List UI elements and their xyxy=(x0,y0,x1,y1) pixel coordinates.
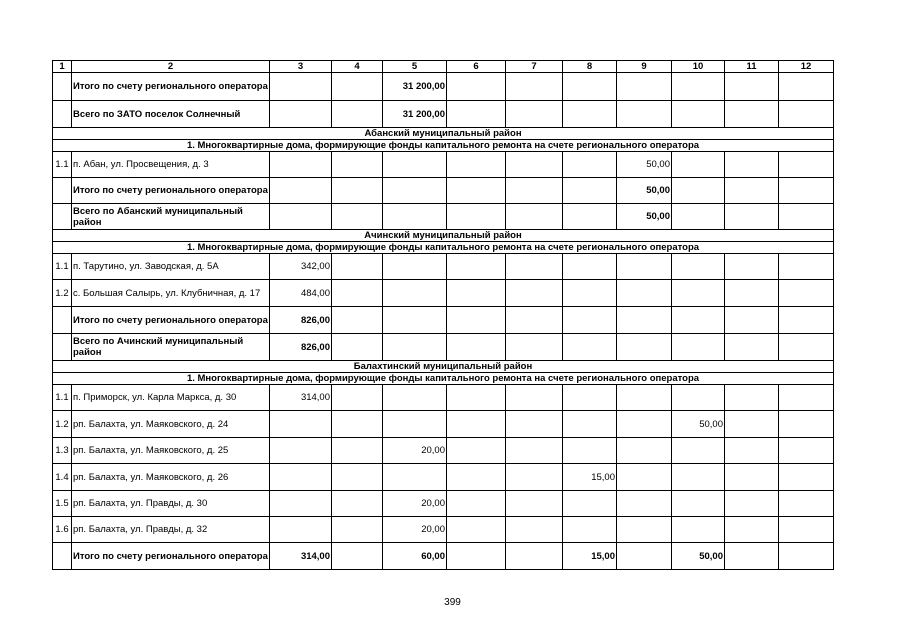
value-cell: 60,00 xyxy=(383,543,447,570)
value-cell xyxy=(332,101,383,128)
value-cell: 826,00 xyxy=(270,334,332,361)
value-cell xyxy=(563,73,617,101)
value-cell xyxy=(617,491,672,517)
value-cell xyxy=(672,438,725,464)
value-cell xyxy=(779,178,834,204)
value-cell xyxy=(447,334,506,361)
value-cell xyxy=(563,178,617,204)
value-cell xyxy=(332,464,383,491)
value-cell xyxy=(506,385,563,411)
table-row xyxy=(53,152,834,178)
column-header: 11 xyxy=(725,61,779,73)
value-cell xyxy=(779,411,834,438)
value-cell xyxy=(779,517,834,543)
value-cell xyxy=(725,73,779,101)
value-cell: 826,00 xyxy=(270,307,332,334)
address-cell: рп. Балахта, ул. Маяковского, д. 24 xyxy=(72,411,270,438)
value-cell xyxy=(617,254,672,280)
value-cell: 314,00 xyxy=(270,543,332,570)
column-number-header-row xyxy=(53,61,834,73)
value-cell xyxy=(563,411,617,438)
row-number: 1.3 xyxy=(53,438,72,464)
value-cell xyxy=(672,254,725,280)
table-row xyxy=(53,464,834,491)
value-cell xyxy=(447,280,506,307)
value-cell xyxy=(617,464,672,491)
value-cell xyxy=(672,101,725,128)
value-cell xyxy=(672,385,725,411)
table-row xyxy=(53,280,834,307)
value-cell xyxy=(506,438,563,464)
value-cell xyxy=(383,411,447,438)
value-cell xyxy=(332,491,383,517)
value-cell xyxy=(779,254,834,280)
total-row xyxy=(53,101,834,128)
value-cell xyxy=(506,464,563,491)
value-cell xyxy=(270,73,332,101)
value-cell xyxy=(332,280,383,307)
value-cell xyxy=(672,517,725,543)
address-cell: п. Тарутино, ул. Заводская, д. 5А xyxy=(72,254,270,280)
value-cell xyxy=(506,73,563,101)
total-row xyxy=(53,307,834,334)
value-cell xyxy=(725,178,779,204)
value-cell xyxy=(563,204,617,230)
column-header: 9 xyxy=(617,61,672,73)
value-cell xyxy=(725,204,779,230)
row-number: 1.2 xyxy=(53,280,72,307)
value-cell: 15,00 xyxy=(563,464,617,491)
value-cell xyxy=(725,438,779,464)
section-title: 1. Многоквартирные дома, формирующие фонды капитального ремонта на счете регионального оператора xyxy=(53,242,834,254)
value-cell xyxy=(270,464,332,491)
value-cell xyxy=(779,491,834,517)
section-title: 1. Многоквартирные дома, формирующие фонды капитального ремонта на счете регионального оператора xyxy=(53,140,834,152)
value-cell xyxy=(779,101,834,128)
value-cell xyxy=(270,517,332,543)
value-cell xyxy=(617,334,672,361)
value-cell xyxy=(270,204,332,230)
value-cell xyxy=(506,204,563,230)
value-cell xyxy=(672,334,725,361)
value-cell xyxy=(779,543,834,570)
value-cell xyxy=(447,438,506,464)
value-cell xyxy=(506,334,563,361)
value-cell xyxy=(617,517,672,543)
value-cell: 20,00 xyxy=(383,438,447,464)
total-label: Всего по Ачинский муниципальный район xyxy=(72,334,270,361)
row-number xyxy=(53,178,72,204)
row-number: 1.1 xyxy=(53,254,72,280)
value-cell xyxy=(725,334,779,361)
value-cell xyxy=(563,152,617,178)
column-header: 2 xyxy=(72,61,270,73)
value-cell xyxy=(725,491,779,517)
value-cell xyxy=(779,280,834,307)
value-cell xyxy=(672,178,725,204)
value-cell xyxy=(672,152,725,178)
value-cell xyxy=(617,101,672,128)
section-title: Ачинский муниципальный район xyxy=(53,230,834,242)
value-cell xyxy=(617,411,672,438)
value-cell xyxy=(383,334,447,361)
value-cell xyxy=(270,101,332,128)
value-cell: 20,00 xyxy=(383,491,447,517)
value-cell xyxy=(447,491,506,517)
value-cell: 314,00 xyxy=(270,385,332,411)
address-cell: рп. Балахта, ул. Маяковского, д. 26 xyxy=(72,464,270,491)
row-number: 1.4 xyxy=(53,464,72,491)
value-cell xyxy=(506,517,563,543)
section-header-row xyxy=(53,140,834,152)
value-cell xyxy=(506,254,563,280)
value-cell xyxy=(563,517,617,543)
value-cell xyxy=(779,204,834,230)
address-cell: рп. Балахта, ул. Правды, д. 30 xyxy=(72,491,270,517)
value-cell xyxy=(779,438,834,464)
value-cell xyxy=(725,411,779,438)
value-cell: 31 200,00 xyxy=(383,101,447,128)
value-cell xyxy=(332,178,383,204)
value-cell xyxy=(270,491,332,517)
value-cell xyxy=(332,517,383,543)
table-row xyxy=(53,254,834,280)
value-cell xyxy=(672,204,725,230)
value-cell xyxy=(332,204,383,230)
value-cell xyxy=(779,334,834,361)
row-number xyxy=(53,101,72,128)
address-cell: рп. Балахта, ул. Правды, д. 32 xyxy=(72,517,270,543)
row-number xyxy=(53,334,72,361)
value-cell xyxy=(447,254,506,280)
value-cell: 50,00 xyxy=(617,178,672,204)
value-cell xyxy=(617,280,672,307)
value-cell xyxy=(617,543,672,570)
value-cell xyxy=(506,491,563,517)
value-cell xyxy=(447,152,506,178)
value-cell xyxy=(270,152,332,178)
value-cell xyxy=(332,543,383,570)
value-cell xyxy=(563,307,617,334)
value-cell xyxy=(506,307,563,334)
value-cell xyxy=(779,464,834,491)
value-cell xyxy=(447,411,506,438)
value-cell: 20,00 xyxy=(383,517,447,543)
address-cell: с. Большая Салырь, ул. Клубничная, д. 17 xyxy=(72,280,270,307)
value-cell xyxy=(447,101,506,128)
row-number xyxy=(53,204,72,230)
value-cell: 50,00 xyxy=(617,204,672,230)
page-number: 399 xyxy=(444,597,461,608)
row-number: 1.2 xyxy=(53,411,72,438)
value-cell: 15,00 xyxy=(563,543,617,570)
value-cell xyxy=(383,152,447,178)
value-cell xyxy=(617,438,672,464)
value-cell xyxy=(332,73,383,101)
value-cell xyxy=(506,152,563,178)
row-number: 1.1 xyxy=(53,385,72,411)
total-label: Всего по Абанский муниципальный район xyxy=(72,204,270,230)
value-cell xyxy=(617,73,672,101)
value-cell xyxy=(383,280,447,307)
value-cell xyxy=(725,280,779,307)
value-cell xyxy=(270,411,332,438)
value-cell: 50,00 xyxy=(672,543,725,570)
section-header-row xyxy=(53,361,834,373)
value-cell: 50,00 xyxy=(672,411,725,438)
value-cell xyxy=(383,254,447,280)
value-cell xyxy=(383,307,447,334)
value-cell xyxy=(725,543,779,570)
value-cell: 484,00 xyxy=(270,280,332,307)
value-cell: 342,00 xyxy=(270,254,332,280)
repair-schedule-table xyxy=(52,60,834,570)
value-cell xyxy=(563,254,617,280)
total-label: Итого по счету регионального оператора xyxy=(72,543,270,570)
column-header: 3 xyxy=(270,61,332,73)
row-number xyxy=(53,307,72,334)
value-cell xyxy=(332,334,383,361)
section-title: 1. Многоквартирные дома, формирующие фонды капитального ремонта на счете регионального оператора xyxy=(53,373,834,385)
section-header-row xyxy=(53,373,834,385)
value-cell xyxy=(725,152,779,178)
address-cell: п. Абан, ул. Просвещения, д. 3 xyxy=(72,152,270,178)
value-cell xyxy=(725,254,779,280)
value-cell xyxy=(672,307,725,334)
section-header-row xyxy=(53,128,834,140)
value-cell xyxy=(447,73,506,101)
value-cell xyxy=(617,307,672,334)
table-row xyxy=(53,411,834,438)
value-cell xyxy=(725,385,779,411)
total-label: Всего по ЗАТО поселок Солнечный xyxy=(72,101,270,128)
value-cell xyxy=(332,152,383,178)
value-cell xyxy=(779,307,834,334)
value-cell xyxy=(672,73,725,101)
total-label: Итого по счету регионального оператора xyxy=(72,178,270,204)
row-number xyxy=(53,73,72,101)
value-cell: 50,00 xyxy=(617,152,672,178)
total-row xyxy=(53,204,834,230)
value-cell xyxy=(506,178,563,204)
table-row xyxy=(53,385,834,411)
column-header: 12 xyxy=(779,61,834,73)
value-cell xyxy=(332,385,383,411)
value-cell xyxy=(447,543,506,570)
value-cell xyxy=(447,178,506,204)
value-cell xyxy=(563,438,617,464)
value-cell xyxy=(672,464,725,491)
total-row xyxy=(53,543,834,570)
column-header: 1 xyxy=(53,61,72,73)
total-row xyxy=(53,73,834,101)
section-title: Абанский муниципальный район xyxy=(53,128,834,140)
value-cell xyxy=(383,385,447,411)
value-cell xyxy=(563,385,617,411)
value-cell xyxy=(672,280,725,307)
value-cell xyxy=(332,307,383,334)
value-cell xyxy=(383,464,447,491)
value-cell xyxy=(617,385,672,411)
value-cell xyxy=(383,204,447,230)
column-header: 8 xyxy=(563,61,617,73)
value-cell xyxy=(447,385,506,411)
value-cell xyxy=(779,73,834,101)
value-cell xyxy=(672,491,725,517)
value-cell xyxy=(447,517,506,543)
value-cell xyxy=(383,178,447,204)
total-label: Итого по счету регионального оператора xyxy=(72,307,270,334)
total-label: Итого по счету регионального оператора xyxy=(72,73,270,101)
table-row xyxy=(53,517,834,543)
table-row xyxy=(53,491,834,517)
section-header-row xyxy=(53,242,834,254)
row-number xyxy=(53,543,72,570)
column-header: 10 xyxy=(672,61,725,73)
address-cell: п. Приморск, ул. Карла Маркса, д. 30 xyxy=(72,385,270,411)
value-cell xyxy=(270,178,332,204)
value-cell xyxy=(270,438,332,464)
address-cell: рп. Балахта, ул. Маяковского, д. 25 xyxy=(72,438,270,464)
value-cell xyxy=(447,464,506,491)
value-cell xyxy=(332,254,383,280)
total-row xyxy=(53,178,834,204)
column-header: 4 xyxy=(332,61,383,73)
value-cell: 31 200,00 xyxy=(383,73,447,101)
row-number: 1.6 xyxy=(53,517,72,543)
value-cell xyxy=(506,101,563,128)
row-number: 1.5 xyxy=(53,491,72,517)
section-header-row xyxy=(53,230,834,242)
value-cell xyxy=(563,101,617,128)
value-cell xyxy=(563,334,617,361)
column-header: 5 xyxy=(383,61,447,73)
value-cell xyxy=(725,307,779,334)
value-cell xyxy=(506,543,563,570)
value-cell xyxy=(725,517,779,543)
value-cell xyxy=(447,307,506,334)
value-cell xyxy=(332,411,383,438)
row-number: 1.1 xyxy=(53,152,72,178)
section-title: Балахтинский муниципальный район xyxy=(53,361,834,373)
column-header: 7 xyxy=(506,61,563,73)
value-cell xyxy=(563,280,617,307)
column-header: 6 xyxy=(447,61,506,73)
value-cell xyxy=(779,385,834,411)
value-cell xyxy=(725,101,779,128)
value-cell xyxy=(447,204,506,230)
value-cell xyxy=(332,438,383,464)
value-cell xyxy=(506,280,563,307)
table-row xyxy=(53,438,834,464)
value-cell xyxy=(506,411,563,438)
total-row xyxy=(53,334,834,361)
value-cell xyxy=(779,152,834,178)
value-cell xyxy=(563,491,617,517)
value-cell xyxy=(725,464,779,491)
